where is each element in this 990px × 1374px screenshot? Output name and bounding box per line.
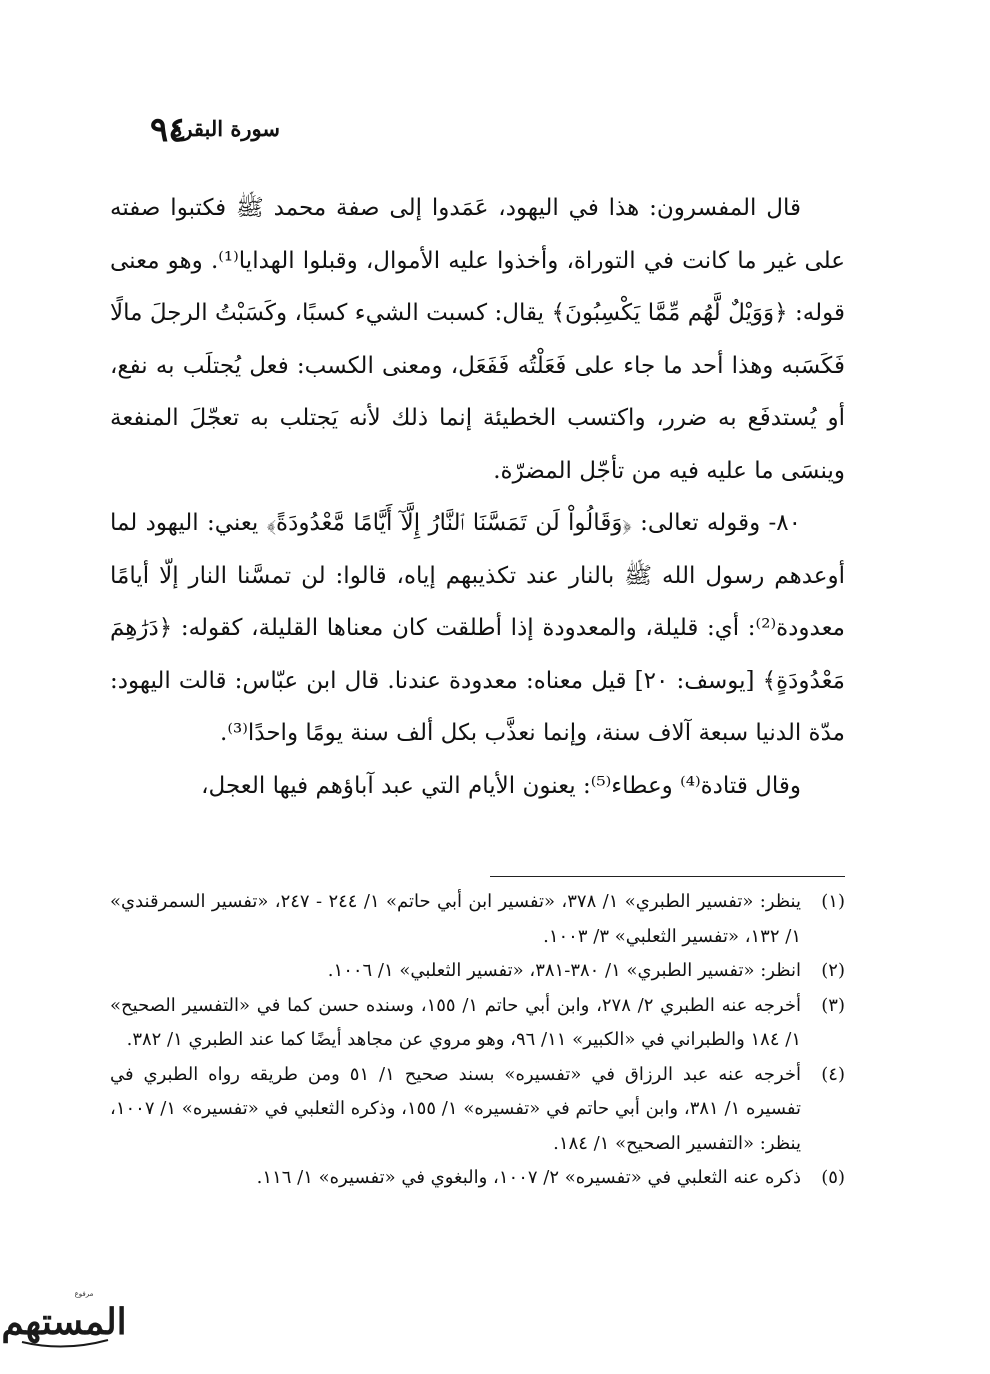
footnote-text: انظر: «تفسير الطبري» ١/ ٣٨٠-٣٨١، «تفسير الثعلبي» ١/ ١٠٠٦. (327, 960, 801, 981)
main-text (110, 182, 845, 812)
publisher-logo (1, 1282, 127, 1358)
logo-main-text: المستهم (1, 1301, 127, 1343)
footnote-4 (110, 1058, 845, 1162)
paragraph-3: وقال قتادة⁽⁴⁾ وعطاء⁽⁵⁾: يعنون الأيام التي عبد آباؤهم فيها العجل، (201, 772, 801, 799)
logo-sub-text: مرفوع (74, 1290, 94, 1298)
footnote-number: (٣) (821, 994, 845, 1016)
footnote-number: (٤) (821, 1063, 845, 1085)
footnote-1 (110, 885, 845, 954)
footnote-text: ينظر: «تفسير الطبري» ١/ ٣٧٨، «تفسير ابن أبي حاتم» ١/ ٢٤٤ - ٢٤٧، «تفسير السمرقندي» ١/ ١٣٢، «تفسير الثعلبي» ٣/ ١٠٠٣. (110, 891, 801, 947)
paragraph-2: ٨٠- وقوله تعالى: ﴿وَقَالُواْ لَن تَمَسَّنَا ٱلنَّارُ إِلَّآ أَيَّامًا مَّعْدُودَةً﴾ يعني: اليهود لما أوعدهم رسول الله ﷺ بالنار عند تكذيبهم إياه، قالوا: لن تمسَّنا النار إلّا أيامًا معدودة⁽²⁾: أي: قليلة، والمعدودة إذا أطلقت كان معناها القليلة، كقوله: ﴿دَرَٰهِمَ مَعْدُودَةٍ﴾ [يوسف: ٢٠] قيل معناه: معدودة عندنا. قال ابن عبّاس: قالت اليهود: مدّة الدنيا سبعة آلاف سنة، وإنما نعذَّب بكل ألف سنة يومًا واحدًا⁽³⁾. (110, 510, 845, 746)
footnotes (110, 885, 845, 1196)
footnote-number: (٥) (821, 1167, 845, 1188)
surah-name: سورة البقرة (171, 116, 280, 141)
page-number: ٩٤ (150, 110, 187, 150)
footnote-text: ذكره عنه الثعلبي في «تفسيره» ٢/ ١٠٠٧، والبغوي في «تفسيره» ١/ ١١٦. (256, 1167, 801, 1188)
footnote-text: أخرجه عنه الطبري ٢/ ٢٧٨، وابن أبي حاتم ١/ ١٥٥، وسنده حسن كما في «التفسير الصحيح» ١/ ١٨٤ والطبراني في «الكبير» ١١/ ٩٦، وهو مروي عن مجاهد أيضًا كما عند الطبري ١/ ٣٨٢. (110, 994, 801, 1050)
footnote-number: (٢) (821, 960, 845, 981)
running-header (150, 108, 840, 158)
footnote-2 (110, 954, 845, 989)
footnote-text: أخرجه عنه عبد الرزاق في «تفسيره» بسند صحيح ١/ ٥١ ومن طريقه رواه الطبري في تفسيره ١/ ٣٨١، وابن أبي حاتم في «تفسيره» ١/ ١٥٥، وذكره الثعلبي في «تفسيره» ١/ ١٠٠٧، ينظر: «التفسير الصحيح» ١/ ١٨٤. (110, 1063, 801, 1154)
paragraph-1: قال المفسرون: هذا في اليهود، عَمَدوا إلى صفة محمد ﷺ فكتبوا صفته على غير ما كانت في التوراة، وأخذوا عليه الأموال، وقبلوا الهدايا⁽¹⁾. وهو معنى قوله: ﴿وَوَيْلٌ لَّهُم مِّمَّا يَكْسِبُونَ﴾ يقال: كسبت الشيء كسبًا، وكَسَبْتُ الرجلَ مالًا فَكَسَبه وهذا أحد ما جاء على فَعَلْتُه فَفَعَل، ومعنى الكسب: فعل يُجتلَب به نفع، أو يُستدفَع به ضرر، واكتسب الخطيئة إنما ذلك لأنه يَجتلب به تعجّلَ المنفعة وينسَى ما عليه فيه من تأجّل المضرّة. (110, 195, 845, 484)
footnote-5 (110, 1161, 845, 1196)
footnote-divider (490, 876, 845, 877)
footnote-3 (110, 989, 845, 1058)
footnote-number: (١) (821, 891, 845, 912)
